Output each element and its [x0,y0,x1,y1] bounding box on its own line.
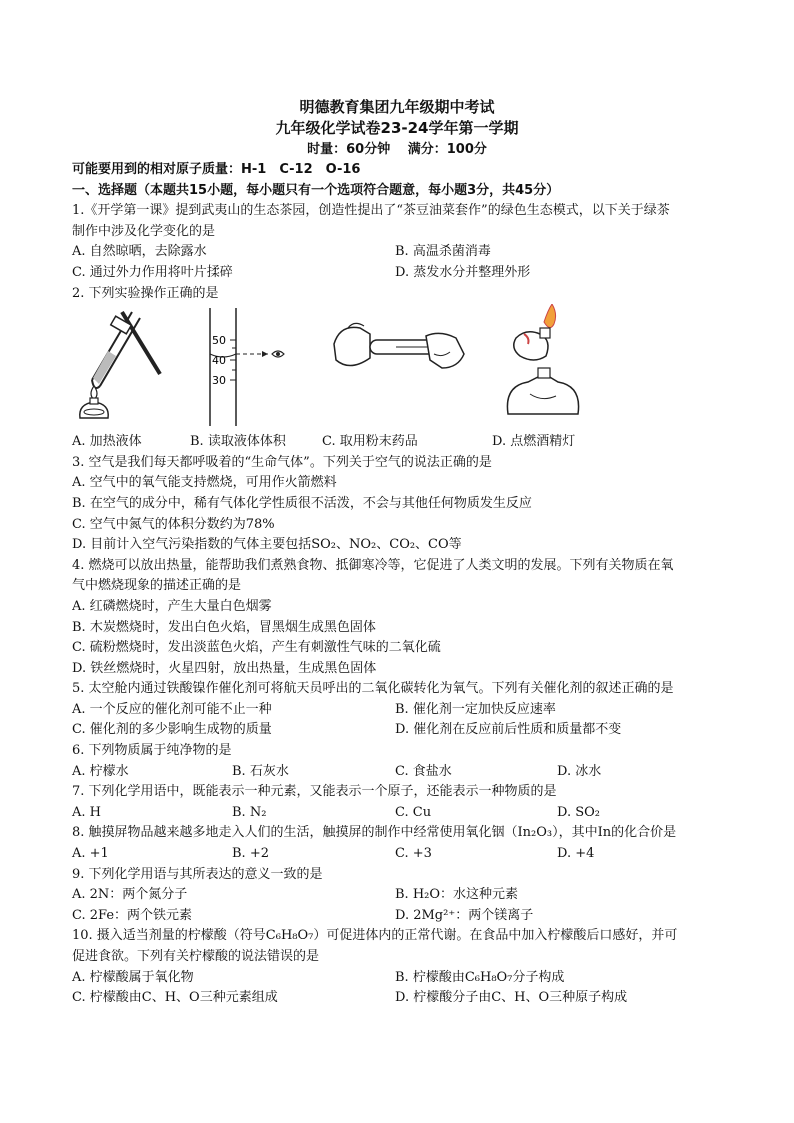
option-c: C. 空气中氮气的体积分数约为78% [72,516,275,532]
option-a: A. 2N：两个氮分子 [72,887,188,903]
powder-figure [330,314,470,384]
score-label: 满分：100分 [407,142,487,157]
option-d: D. 2Mg²⁺：两个镁离子 [395,907,534,923]
time-label: 时量：60分钟 [307,142,391,157]
question-stem: 促进食欲。下列有关柠檬酸的说法错误的是 [72,949,320,964]
option-a: A. 柠檬水 [72,763,129,779]
option-a: A. H [72,804,101,820]
option-c: C. 催化剂的多少影响生成物的质量 [72,722,272,738]
figure-caption: D. 点燃酒精灯 [492,434,576,450]
option-c: C. 通过外力作用将叶片揉碎 [72,264,233,280]
figure-caption: A. 加热液体 [72,434,142,450]
option-b: B. 催化剂一定加快反应速率 [395,701,556,717]
cylinder-mark: 50 [212,334,226,348]
eye-icon [272,351,284,357]
figure-caption: C. 取用粉末药品 [322,434,418,450]
question-stem: 制作中涉及化学变化的是 [72,223,216,239]
option-b: B. 石灰水 [232,763,289,779]
atomic-masses: 可能要用到的相对原子质量：H-1 C-12 O-16 [72,162,361,177]
question-stem: 9. 下列化学用语与其所表达的意义一致的是 [72,866,323,882]
exam-title: 明德教育集团九年级期中考试 [299,98,495,116]
option-c: C. +3 [395,846,432,862]
option-b: B. 在空气的成分中，稀有气体化学性质很不活泼，不会与其他任何物质发生反应 [72,495,532,511]
option-a: A. 柠檬酸属于氧化物 [72,969,194,985]
option-b: B. N₂ [232,804,267,820]
question-stem: 4. 燃烧可以放出热量，能帮助我们煮熟食物、抵御寒冷等，它促进了人类文明的发展。下列有关物质在氧 [72,557,674,573]
option-b: B. 木炭燃烧时，发出白色火焰，冒黑烟生成黑色固体 [72,619,376,635]
cylinder-mark: 40 [212,354,226,368]
option-d: D. 目前计入空气污染指数的气体主要包括SO₂、NO₂、CO₂、CO等 [72,537,462,553]
exam-content [72,160,732,1009]
question-7 [72,782,732,823]
option-a: A. 红磷燃烧时，产生大量白色烟雾 [72,598,272,614]
option-b: B. 柠檬酸由C₆H₈O₇分子构成 [395,969,565,985]
question-stem: 10. 摄入适当剂量的柠檬酸（符号C₆H₈O₇）可促进体内的正常代谢。在食品中加入柠檬酸后口感好，并可 [72,928,678,944]
question-6 [72,741,732,782]
exam-subtitle: 九年级化学试卷23-24学年第一学期 [275,119,519,137]
question-5 [72,679,732,741]
heating-liquid-figure [72,308,172,428]
question-10 [72,926,732,1008]
option-a: A. 空气中的氧气能支持燃烧，可用作火箭燃料 [72,475,337,491]
option-b: B. H₂O：水这种元素 [395,887,519,903]
option-d: D. 铁丝燃烧时，火星四射，放出热量，生成黑色固体 [72,660,377,676]
cylinder-reading-figure [202,308,292,428]
question-stem: 7. 下列化学用语中，既能表示一种元素，又能表示一个原子，还能表示一种物质的是 [72,784,557,800]
option-d: D. 柠檬酸分子由C、H、O三种原子构成 [395,990,628,1006]
option-c: C. 食盐水 [395,763,452,779]
option-d: D. 催化剂在反应前后性质和质量都不变 [395,722,622,738]
exam-time-score [0,138,794,157]
option-a: A. +1 [72,846,109,862]
alcohol-lamp-figure [500,304,590,428]
question-stem: 1.《开学第一课》提到武夷山的生态茶园，创造性提出了“茶豆油菜套作”的绿色生态模式，以下关于绿茶 [72,203,670,219]
experiment-figures [72,304,732,432]
question-3 [72,453,732,556]
question-9 [72,865,732,927]
question-1 [72,201,732,283]
option-c: C. 柠檬酸由C、H、O三种元素组成 [72,990,278,1006]
option-d: D. +4 [557,846,595,862]
question-stem: 5. 太空舱内通过铁酸镍作催化剂可将航天员呼出的二氧化碳转化为氧气。下列有关催化剂的叙述正确的是 [72,681,674,697]
option-d: D. 蒸发水分并整理外形 [395,264,531,280]
option-a: A. 自然晾晒，去除露水 [72,244,207,260]
cylinder-mark: 30 [212,374,226,388]
question-stem: 2. 下列实验操作正确的是 [72,285,219,301]
question-stem: 6. 下列物质属于纯净物的是 [72,743,232,759]
figure-caption: B. 读取液体体积 [190,434,286,450]
option-c: C. 2Fe：两个铁元素 [72,907,193,923]
question-8 [72,823,732,864]
question-2 [72,284,732,453]
option-b: B. 高温杀菌消毒 [395,244,491,260]
question-4 [72,556,732,680]
section-heading: 一、选择题（本题共15小题，每小题只有一个选项符合题意，每小题3分，共45分） [72,182,560,198]
option-b: B. +2 [232,846,269,862]
option-c: C. Cu [395,804,432,820]
question-stem: 3. 空气是我们每天都呼吸着的“生命气体”。下列关于空气的说法正确的是 [72,454,492,470]
option-c: C. 硫粉燃烧时，发出淡蓝色火焰，产生有刺激性气味的二氧化硫 [72,640,441,656]
figure-captions [72,432,732,453]
option-d: D. 冰水 [557,763,602,779]
option-a: A. 一个反应的催化剂可能不止一种 [72,701,272,717]
question-stem: 气中燃烧现象的描述正确的是 [72,578,242,594]
option-d: D. SO₂ [557,804,600,820]
question-stem: 8. 触摸屏物品越来越多地走入人们的生活，触摸屏的制作中经常使用氧化铟（In₂O₃），其中In的化合价是 [72,825,677,841]
